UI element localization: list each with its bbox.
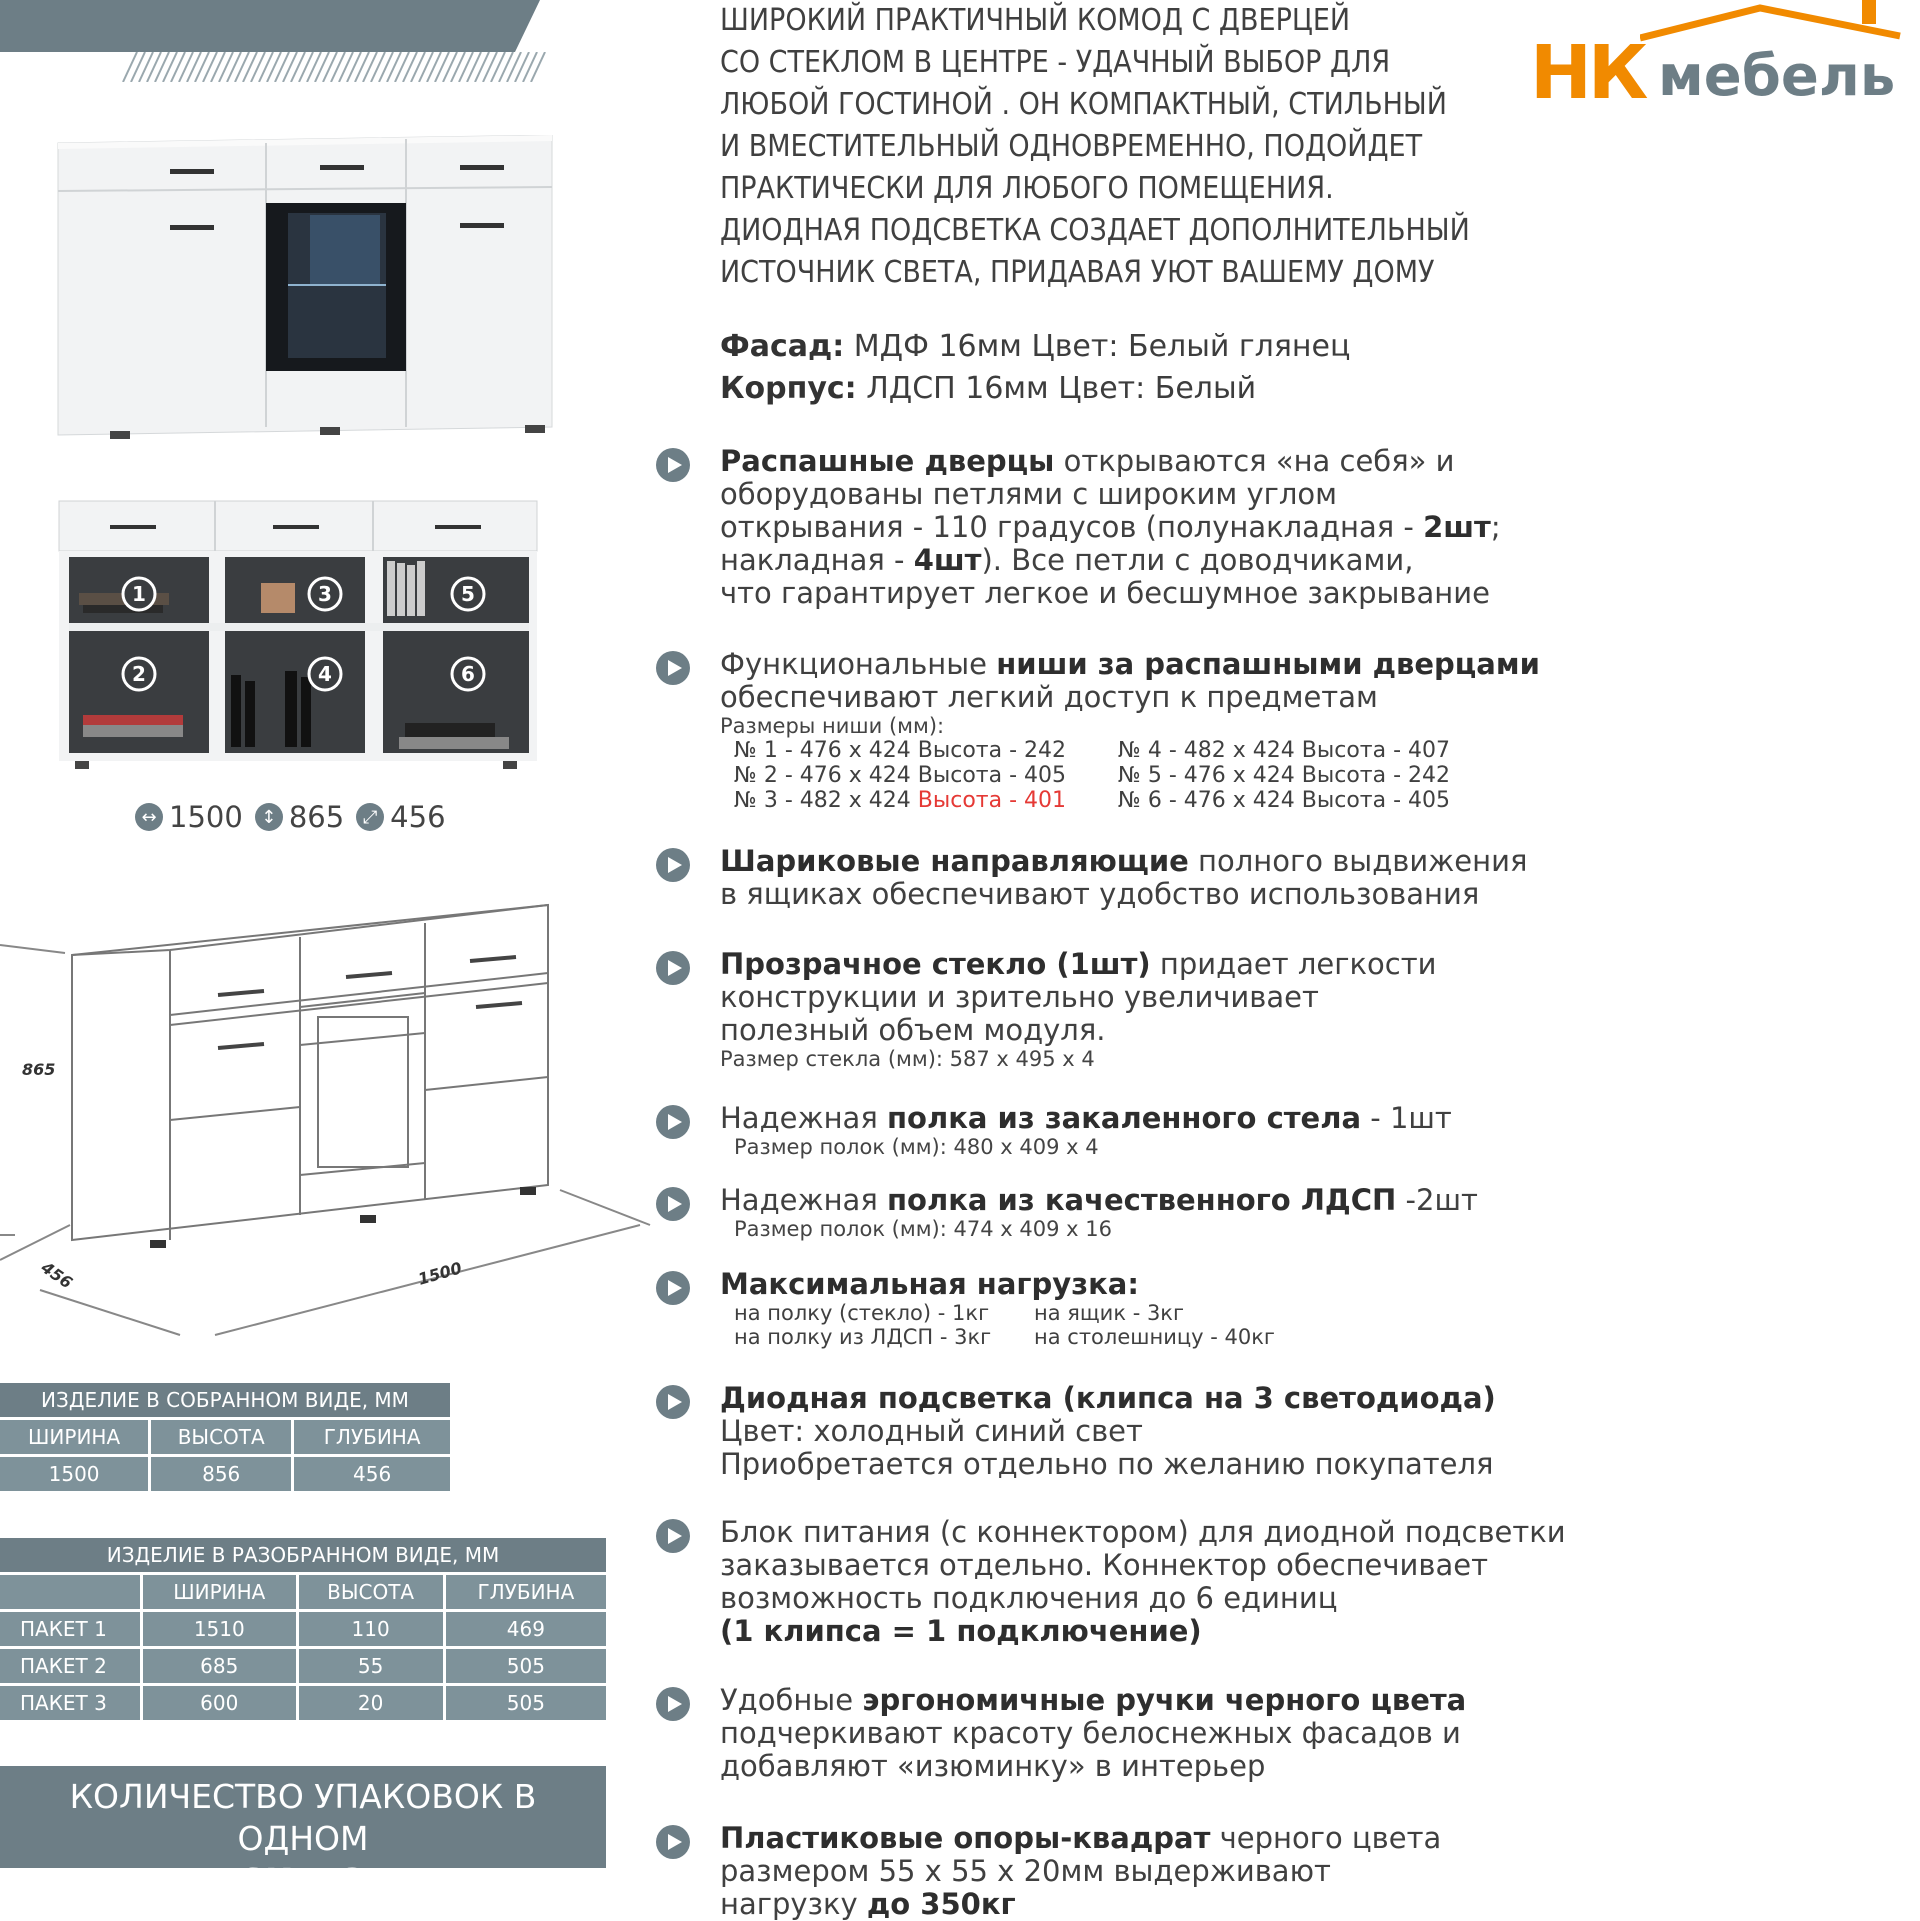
- packages-count-value: SKU: 3: [241, 1861, 365, 1900]
- table-cell: 1510: [142, 1611, 298, 1648]
- niche-marker-number: 5: [461, 582, 475, 606]
- niche-size: № 3 - 482 x 424: [734, 788, 918, 813]
- header-banner: [0, 0, 540, 52]
- disassembled-title: ИЗДЕЛИЕ В РАЗОБРАННОМ ВИДЕ, ММ: [0, 1537, 608, 1574]
- niche-size: № 2 - 476 x 424 Высота - 405: [734, 763, 1067, 788]
- hatch-line: [163, 52, 177, 82]
- load-item: на ящик - 3кг: [1034, 1301, 1185, 1325]
- feature-text: накладная -: [720, 543, 914, 577]
- hatch-line: [331, 52, 345, 82]
- play-bullet-icon: [655, 1518, 691, 1554]
- feature-text: размером 55 x 55 x 20мм выдерживают: [720, 1854, 1331, 1888]
- col-header: ВЫСОТА: [297, 1574, 444, 1611]
- table-cell: 20: [297, 1685, 444, 1722]
- play-bullet-icon: [655, 1104, 691, 1140]
- hatch-line: [155, 52, 169, 82]
- table-cell: 505: [444, 1685, 607, 1722]
- table-cell: 55: [297, 1648, 444, 1685]
- col-header: ШИРИНА: [142, 1574, 298, 1611]
- hatch-line: [339, 52, 353, 82]
- table-cell: 685: [142, 1648, 298, 1685]
- hatch-line: [507, 52, 521, 82]
- niche-size: № 1 - 476 x 424 Высота - 242: [734, 738, 1067, 763]
- shelf-size: Размер полок (мм): 480 x 409 x 4: [734, 1135, 1099, 1159]
- package-name: ПАКЕТ 2: [0, 1648, 142, 1685]
- table-cell: 456: [293, 1456, 452, 1493]
- hatch-line: [291, 52, 305, 82]
- hatch-line: [211, 52, 225, 82]
- hatch-line: [323, 52, 337, 82]
- hatch-line: [275, 52, 289, 82]
- feature-text: нагрузку: [720, 1887, 867, 1921]
- hatch-line: [131, 52, 145, 82]
- feature-title: полка из качественного ЛДСП: [887, 1183, 1397, 1217]
- hatch-line: [387, 52, 401, 82]
- feature-title: Пластиковые опоры-квадрат: [720, 1821, 1211, 1855]
- play-bullet-icon: [655, 1384, 691, 1420]
- feature-text: Надежная: [720, 1101, 887, 1135]
- play-bullet-icon: [655, 847, 691, 883]
- intro-line: И ВМЕСТИТЕЛЬНЫЙ ОДНОВРЕМЕННО, ПОДОЙДЕТ: [720, 129, 1423, 164]
- roof-icon: [1640, 0, 1920, 44]
- packages-count-label: КОЛИЧЕСТВО УПАКОВОК В ОДНОМ: [69, 1777, 537, 1858]
- feature-text: Надежная: [720, 1183, 887, 1217]
- drawing-height-label: 865: [22, 1060, 56, 1079]
- hatch-line: [251, 52, 265, 82]
- hatch-line: [243, 52, 257, 82]
- materials: [720, 326, 1350, 410]
- hatch-line: [123, 52, 137, 82]
- hatch-line: [411, 52, 425, 82]
- feature-text: оборудованы петлями с широким углом: [720, 477, 1338, 511]
- feature-title: полка из закаленного стела: [887, 1101, 1362, 1135]
- depth-arrows-icon: ⤢: [356, 803, 384, 831]
- hatch-line: [491, 52, 505, 82]
- intro-text: [720, 0, 1580, 294]
- dimensions-summary: [135, 800, 446, 834]
- hatch-line: [443, 52, 457, 82]
- width-arrows-icon: ↔: [135, 803, 163, 831]
- table-cell: 600: [142, 1685, 298, 1722]
- play-bullet-icon: [655, 1270, 691, 1306]
- niche-size: № 5 - 476 x 424 Высота - 242: [1118, 763, 1451, 788]
- shelf-size: Размер полок (мм): 474 x 409 x 16: [734, 1217, 1112, 1241]
- table-row: [0, 1648, 608, 1685]
- play-bullet-icon: [655, 1186, 691, 1222]
- feature-title: Максимальная нагрузка:: [720, 1267, 1139, 1301]
- feature-text: обеспечивают легкий доступ к предметам: [720, 680, 1378, 714]
- feature-text: возможность подключения до 6 единиц: [720, 1581, 1338, 1615]
- play-bullet-icon: [655, 950, 691, 986]
- technical-drawing: [0, 895, 660, 1340]
- table-cell: 1500: [0, 1456, 150, 1493]
- feature-text: полезный объем модуля.: [720, 1013, 1106, 1047]
- play-bullet-icon: [655, 447, 691, 483]
- feature-text: в ящиках обеспечивают удобство использования: [720, 877, 1480, 911]
- feature-text: подчеркивают красоту белоснежных фасадов и: [720, 1716, 1461, 1750]
- intro-line: ИСТОЧНИК СВЕТА, ПРИДАВАЯ УЮТ ВАШЕМУ ДОМУ: [720, 255, 1435, 290]
- hatch-line: [307, 52, 321, 82]
- glass-size: Размер стекла (мм): 587 x 495 x 4: [720, 1047, 1095, 1071]
- hatch-line: [371, 52, 385, 82]
- feature-bold: 4шт: [913, 543, 982, 577]
- col-header-empty: [0, 1574, 142, 1611]
- table-cell: 505: [444, 1648, 607, 1685]
- col-header: ГЛУБИНА: [444, 1574, 607, 1611]
- hatch-line: [427, 52, 441, 82]
- feature-title: Прозрачное стекло (1шт): [720, 947, 1151, 981]
- drawing-width-label: 1500: [415, 1258, 464, 1289]
- intro-line: ДИОДНАЯ ПОДСВЕТКА СОЗДАЕТ ДОПОЛНИТЕЛЬНЫЙ: [720, 213, 1470, 248]
- niche-sizes-label: Размеры ниши (мм):: [720, 714, 945, 738]
- logo-text: мебель: [1658, 44, 1896, 109]
- niche-marker-number: 3: [318, 582, 332, 606]
- packages-count-box: [0, 1766, 606, 1900]
- logo-hk: НК: [1530, 30, 1645, 116]
- assembled-title: ИЗДЕЛИЕ В СОБРАННОМ ВИДЕ, ММ: [0, 1382, 452, 1419]
- feature-text: Приобретается отдельно по желанию покупателя: [720, 1447, 1494, 1481]
- intro-line: ПРАКТИЧЕСКИ ДЛЯ ЛЮБОГО ПОМЕЩЕНИЯ.: [720, 171, 1334, 206]
- hatch-line: [283, 52, 297, 82]
- product-photo-open: [55, 495, 540, 775]
- niche-marker-number: 4: [318, 662, 332, 686]
- niche-marker-number: 1: [132, 582, 146, 606]
- col-header: ШИРИНА: [0, 1419, 150, 1456]
- load-item: на полку из ЛДСП - 3кг: [734, 1325, 992, 1349]
- col-header: ВЫСОТА: [150, 1419, 293, 1456]
- feature-title: Шариковые направляющие: [720, 844, 1189, 878]
- col-header: ГЛУБИНА: [293, 1419, 452, 1456]
- hatch-line: [235, 52, 249, 82]
- width-value: 1500: [169, 800, 243, 834]
- hatch-line: [195, 52, 209, 82]
- feature-title: ниши за распашными дверцами: [996, 647, 1540, 681]
- facade-label: Фасад:: [720, 329, 845, 364]
- feature-title: эргономичные ручки черного цвета: [862, 1683, 1467, 1717]
- hatch-line: [171, 52, 185, 82]
- table-row: [0, 1611, 608, 1648]
- hatch-line: [299, 52, 313, 82]
- drawing-depth-label: 456: [37, 1257, 76, 1293]
- hatch-line: [347, 52, 361, 82]
- feature-bold: до 350кг: [866, 1887, 1016, 1921]
- feature-title: Распашные дверцы: [720, 444, 1055, 478]
- hatch-line: [227, 52, 241, 82]
- feature-text: добавляют «изюминку» в интерьер: [720, 1749, 1266, 1783]
- hatch-line: [363, 52, 377, 82]
- hatch-line: [395, 52, 409, 82]
- feature-text: ). Все петли с доводчиками,: [981, 543, 1414, 577]
- niche-size: № 4 - 482 x 424 Высота - 407: [1118, 738, 1451, 763]
- table-cell: 856: [150, 1456, 293, 1493]
- disassembled-table: [0, 1535, 609, 1723]
- play-bullet-icon: [655, 1824, 691, 1860]
- package-name: ПАКЕТ 3: [0, 1685, 142, 1722]
- table-row: [0, 1685, 608, 1722]
- feature-text: -2шт: [1396, 1183, 1478, 1217]
- hatch-line: [139, 52, 153, 82]
- hatch-line: [515, 52, 529, 82]
- feature-text: Удобные: [720, 1683, 863, 1717]
- feature-text: открываются «на себя» и: [1054, 444, 1455, 478]
- feature-text: конструкции и зрительно увеличивает: [720, 980, 1319, 1014]
- feature-text: заказывается отдельно. Коннектор обеспечивает: [720, 1548, 1488, 1582]
- hatch-line: [147, 52, 161, 82]
- hatch-line: [419, 52, 433, 82]
- hatch-line: [203, 52, 217, 82]
- hatch-line: [403, 52, 417, 82]
- feature-bold: 2шт: [1423, 510, 1491, 544]
- hatch-line: [179, 52, 193, 82]
- play-bullet-icon: [655, 650, 691, 686]
- intro-line: ЛЮБОЙ ГОСТИНОЙ . ОН КОМПАКТНЫЙ, СТИЛЬНЫЙ: [720, 87, 1447, 122]
- feature-text: что гарантирует легкое и бесшумное закрывание: [720, 576, 1490, 610]
- product-photo-closed: [50, 135, 560, 445]
- table-cell: 469: [444, 1611, 607, 1648]
- intro-line: СО СТЕКЛОМ В ЦЕНТРЕ - УДАЧНЫЙ ВЫБОР ДЛЯ: [720, 45, 1391, 80]
- niche-marker-number: 6: [461, 662, 475, 686]
- hatch-line: [467, 52, 481, 82]
- assembled-table: [0, 1380, 453, 1494]
- feature-text: придает легкости: [1150, 947, 1437, 981]
- hatch-line: [315, 52, 329, 82]
- body-label: Корпус:: [720, 371, 857, 406]
- feature-text: ;: [1490, 510, 1501, 544]
- feature-text: Блок питания (с коннектором) для диодной подсветки: [720, 1515, 1566, 1549]
- table-cell: 110: [297, 1611, 444, 1648]
- hatch-line: [451, 52, 465, 82]
- feature-text: открывания - 110 градусов (полунакладная -: [720, 510, 1424, 544]
- hatch-line: [379, 52, 393, 82]
- feature-text: полного выдвижения: [1188, 844, 1528, 878]
- height-arrows-icon: ↕: [255, 803, 283, 831]
- play-bullet-icon: [655, 1686, 691, 1722]
- feature-title: Диодная подсветка (клипса на 3 светодиода): [720, 1381, 1496, 1415]
- body-value: ЛДСП 16мм Цвет: Белый: [856, 371, 1257, 406]
- load-item: на полку (стекло) - 1кг: [734, 1301, 990, 1325]
- hatch-line: [355, 52, 369, 82]
- facade-value: МДФ 16мм Цвет: Белый глянец: [844, 329, 1351, 364]
- hatch-line: [435, 52, 449, 82]
- feature-text: Цвет: холодный синий свет: [720, 1414, 1143, 1448]
- hatch-line: [531, 52, 545, 82]
- hatch-line: [499, 52, 513, 82]
- niche-size: № 6 - 476 x 424 Высота - 405: [1118, 788, 1451, 813]
- depth-value: 456: [390, 800, 446, 834]
- hatch-line: [459, 52, 473, 82]
- niche-height-highlight: Высота - 401: [917, 788, 1067, 813]
- niche-marker-number: 2: [132, 662, 146, 686]
- intro-line: ШИРОКИЙ ПРАКТИЧНЫЙ КОМОД С ДВЕРЦЕЙ: [720, 3, 1351, 38]
- feature-text: черного цвета: [1210, 1821, 1442, 1855]
- header-hatch: [115, 52, 555, 82]
- hatch-line: [475, 52, 489, 82]
- height-value: 865: [288, 800, 345, 834]
- hatch-line: [187, 52, 201, 82]
- hatch-line: [267, 52, 281, 82]
- hatch-line: [483, 52, 497, 82]
- hatch-line: [523, 52, 537, 82]
- feature-bold: (1 клипса = 1 подключение): [720, 1614, 1202, 1648]
- feature-text: Функциональные: [720, 647, 997, 681]
- hatch-line: [259, 52, 273, 82]
- package-name: ПАКЕТ 1: [0, 1611, 142, 1648]
- feature-text: - 1шт: [1361, 1101, 1452, 1135]
- brand-logo: [1530, 0, 1920, 116]
- load-item: на столешницу - 40кг: [1034, 1325, 1275, 1349]
- hatch-line: [219, 52, 233, 82]
